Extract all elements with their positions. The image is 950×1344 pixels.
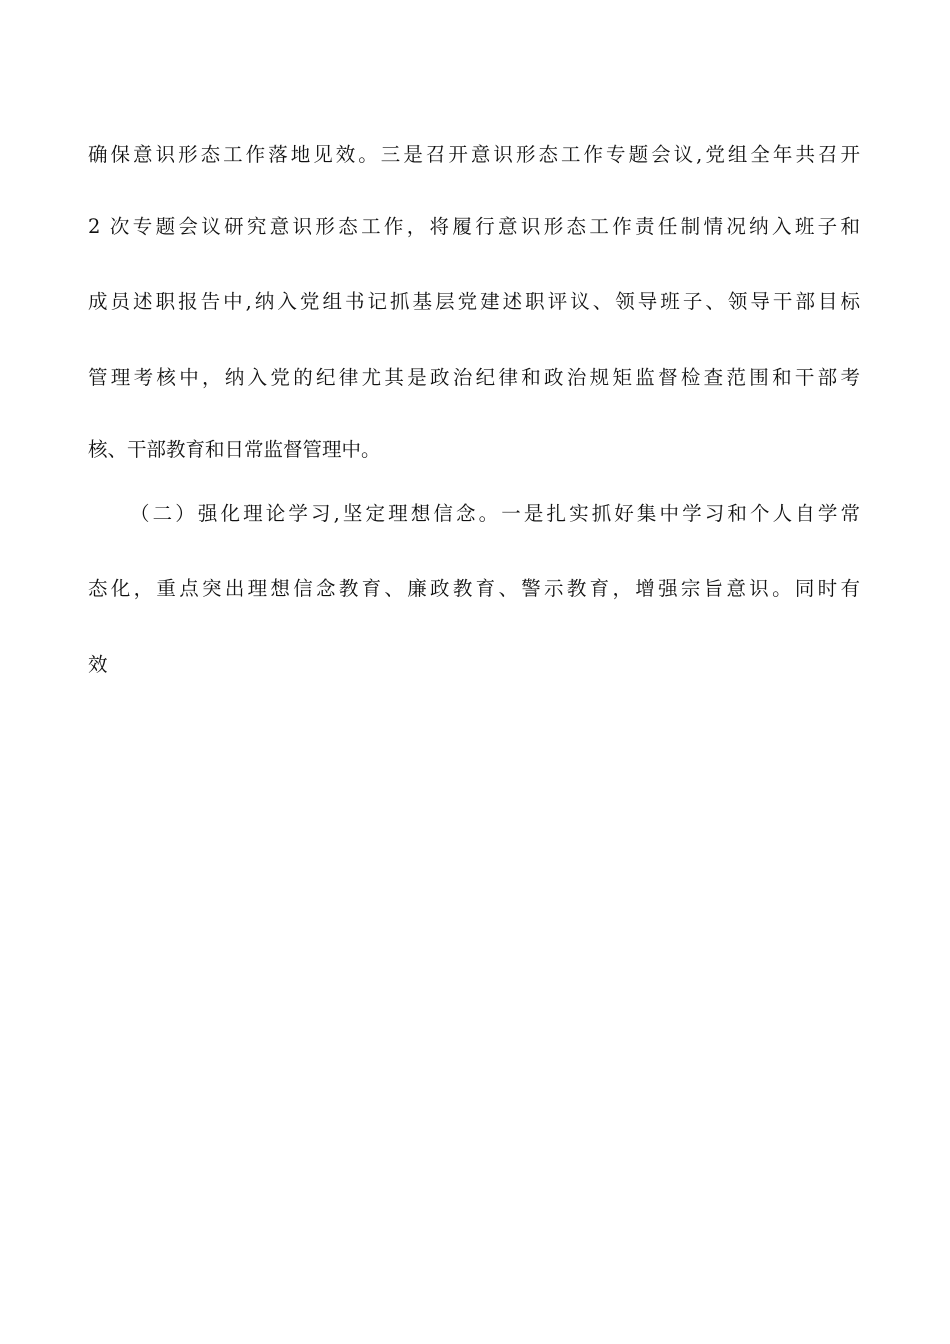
text-line: 态化，重点突出理想信念教育、廉政教育、警示教育，增强宗旨意识。同时有 bbox=[88, 577, 860, 600]
text-line: 成员述职报告中,纳入党组书记抓基层党建述职评议、领导班子、领导干部目标 bbox=[88, 290, 860, 313]
text-line: 2 次专题会议研究意识形态工作，将履行意识形态工作责任制情况纳入班子和 bbox=[88, 215, 860, 238]
text-line: 管理考核中，纳入党的纪律尤其是政治纪律和政治规矩监督检查范围和干部考 bbox=[88, 366, 860, 389]
text-line: 确保意识形态工作落地见效。三是召开意识形态工作专题会议,党组全年共召开 bbox=[88, 143, 860, 166]
text-line: （二）强化理论学习,坚定理想信念。一是扎实抓好集中学习和个人自学常 bbox=[130, 502, 860, 525]
text-line: 效 bbox=[88, 653, 108, 676]
text-line: 核、干部教育和日常监督管理中。 bbox=[88, 438, 381, 461]
